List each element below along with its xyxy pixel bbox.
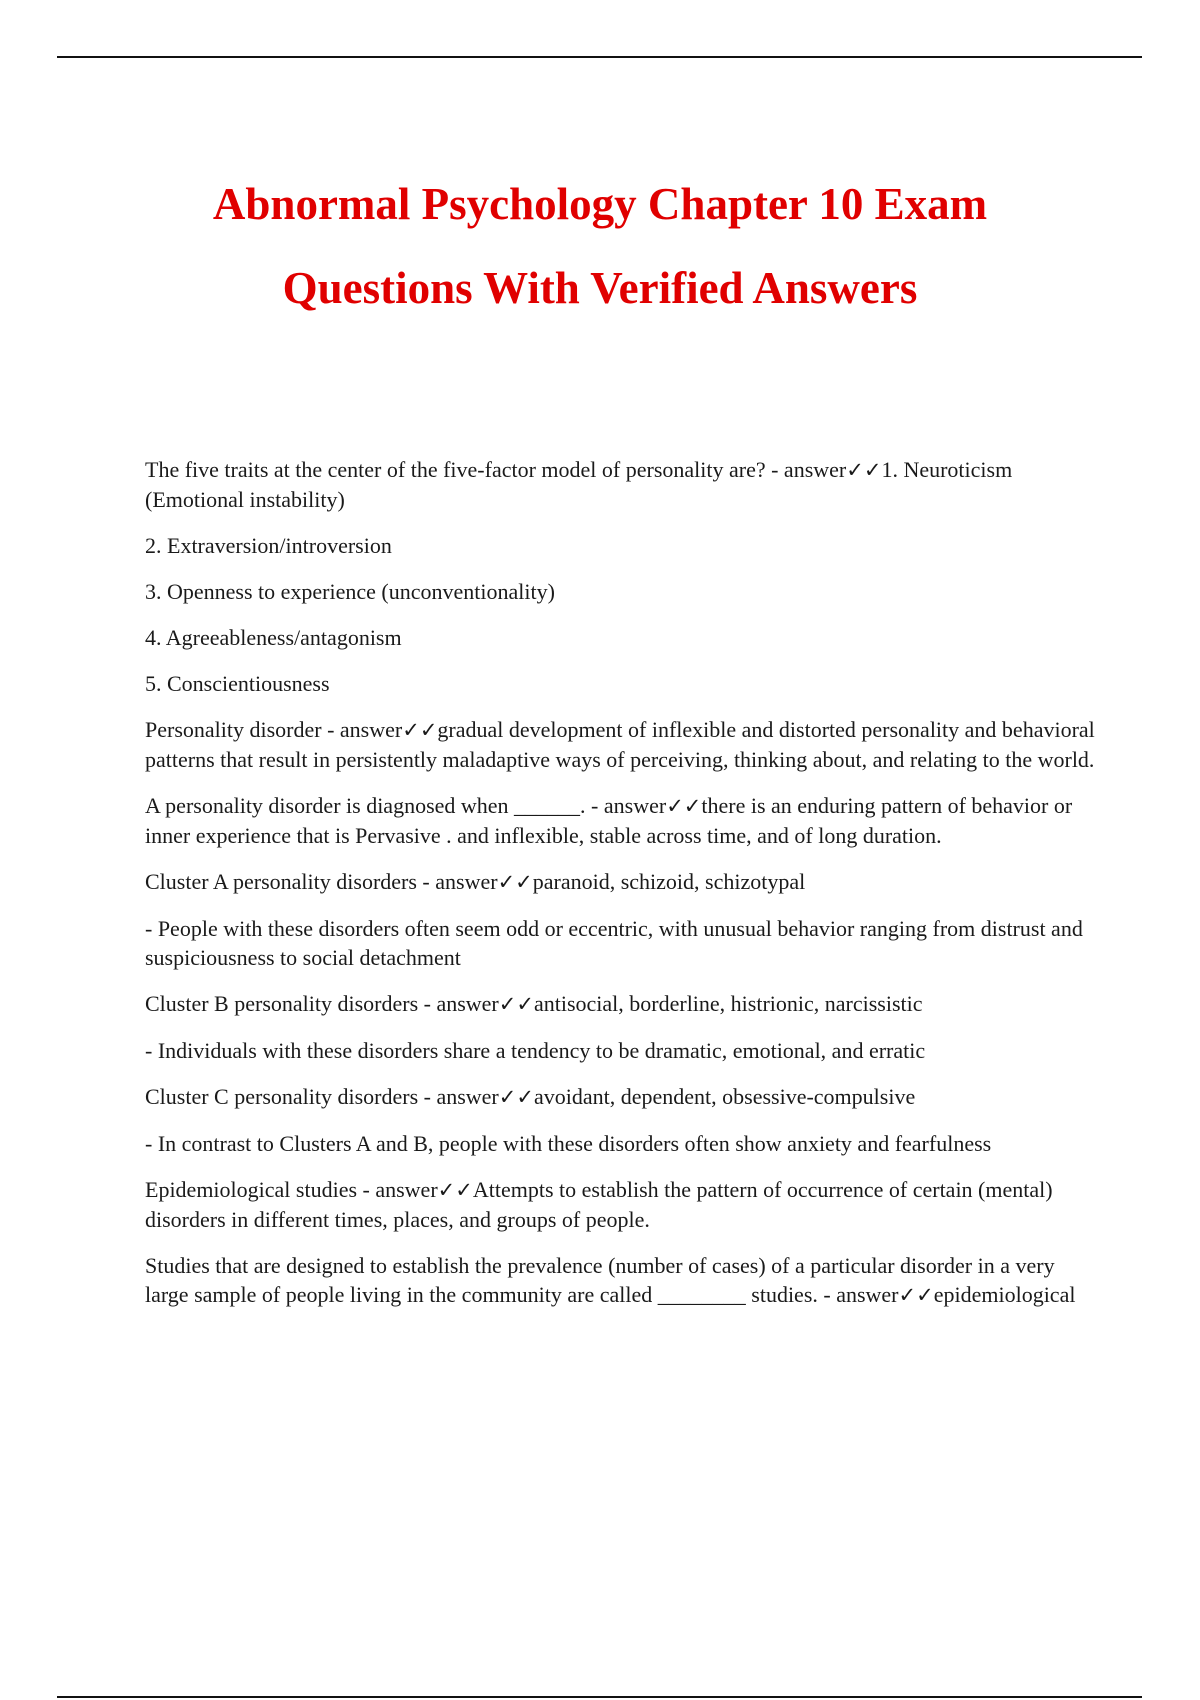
question-text: Cluster A personality disorders - answer bbox=[145, 869, 498, 894]
qa-entry bbox=[145, 1251, 1095, 1310]
qa-entry bbox=[145, 1175, 1095, 1234]
answer-text: there is an enduring pattern of behavior or inner experience that is Pervasive . and inflexible, stable across time, and of long duration. bbox=[145, 793, 1073, 848]
answer-text: epidemiological bbox=[933, 1282, 1076, 1307]
note-paragraph: - People with these disorders often seem odd or eccentric, with unusual behavior ranging from distrust and suspiciousness to social detachment bbox=[145, 916, 1083, 970]
check-mark-icon: ✓✓ bbox=[498, 1085, 534, 1109]
check-mark-icon: ✓✓ bbox=[498, 992, 534, 1016]
document-body bbox=[145, 455, 1095, 1327]
question-text: Epidemiological studies - answer bbox=[145, 1177, 438, 1202]
answer-text: antisocial, borderline, histrionic, narcissistic bbox=[533, 991, 923, 1016]
document-title bbox=[0, 162, 1200, 330]
answer-text: avoidant, dependent, obsessive-compulsive bbox=[533, 1084, 916, 1109]
list-item: 4. Agreeableness/antagonism bbox=[145, 625, 402, 650]
answer-text: 1. Neuroticism (Emotional instability) bbox=[145, 457, 1013, 512]
answer-text: Attempts to establish the pattern of occurrence of certain (mental) disorders in different times, places, and groups of people. bbox=[145, 1177, 1053, 1232]
check-mark-icon: ✓✓ bbox=[666, 794, 702, 818]
qa-entry bbox=[145, 455, 1095, 514]
bottom-rule bbox=[57, 1696, 1142, 1698]
note-paragraph: - Individuals with these disorders share a tendency to be dramatic, emotional, and erratic bbox=[145, 1038, 926, 1063]
question-text: Cluster B personality disorders - answer bbox=[145, 991, 499, 1016]
top-rule bbox=[57, 56, 1142, 58]
question-text: Cluster C personality disorders - answer bbox=[145, 1084, 499, 1109]
check-mark-icon: ✓✓ bbox=[898, 1283, 934, 1307]
question-text: Personality disorder - answer bbox=[145, 717, 403, 742]
qa-entry bbox=[145, 715, 1095, 774]
list-item: 5. Conscientiousness bbox=[145, 671, 330, 696]
note-paragraph: - In contrast to Clusters A and B, people with these disorders often show anxiety and fearfulness bbox=[145, 1131, 992, 1156]
check-mark-icon: ✓✓ bbox=[402, 718, 438, 742]
title-line-2: Questions With Verified Answers bbox=[282, 263, 918, 313]
qa-entry bbox=[145, 867, 1095, 897]
list-item: 3. Openness to experience (unconventionality) bbox=[145, 579, 555, 604]
answer-text: paranoid, schizoid, schizotypal bbox=[532, 869, 806, 894]
question-text: The five traits at the center of the five-factor model of personality are? - answer bbox=[145, 457, 847, 482]
qa-entry bbox=[145, 989, 1095, 1019]
question-text: A personality disorder is diagnosed when ______. - answer bbox=[145, 793, 667, 818]
check-mark-icon: ✓✓ bbox=[846, 458, 882, 482]
list-item: 2. Extraversion/introversion bbox=[145, 533, 392, 558]
check-mark-icon: ✓✓ bbox=[497, 870, 533, 894]
title-line-1: Abnormal Psychology Chapter 10 Exam bbox=[212, 179, 988, 229]
check-mark-icon: ✓✓ bbox=[437, 1178, 473, 1202]
question-text: Studies that are designed to establish the prevalence (number of cases) of a particular disorder in a very large sample of people living in the community are called ________ studies. - answer bbox=[145, 1253, 1055, 1307]
qa-entry bbox=[145, 791, 1095, 850]
answer-text: gradual development of inflexible and distorted personality and behavioral patterns that result in persistently maladaptive ways of perceiving, thinking about, and relating to the world. bbox=[145, 717, 1095, 772]
qa-entry bbox=[145, 1082, 1095, 1112]
